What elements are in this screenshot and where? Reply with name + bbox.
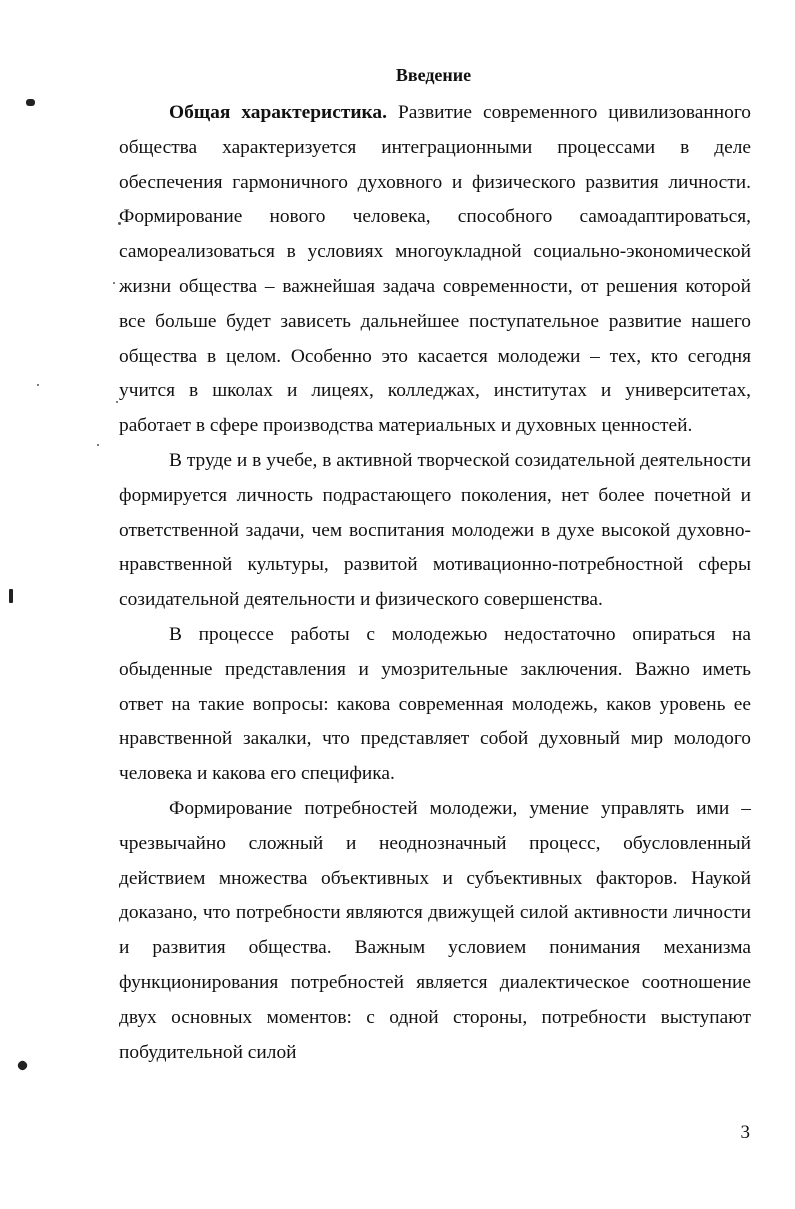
scan-speck bbox=[97, 444, 99, 446]
paragraph-lead: Общая характеристика. bbox=[169, 102, 387, 123]
paragraph-text: Развитие современного цивилизованного общества характеризуется интеграционными процессами в деле обеспечения гармоничного духовного и физического развития личности. Формирование нового человека, способного самоадаптироваться, самореализоваться в условиях многоукладной социально-экономической жизни общества – важнейшая задача современности, от решения которой все больше будет зависеть дальнейшее поступательное развитие нашего общества в целом. Особенно это касается молодежи – тех, кто сегодня учится в школах и лицеях, колледжах, институтах и университетах, работает в сфере производства материальных и духовных ценностей. bbox=[119, 102, 751, 437]
scan-speck bbox=[113, 282, 115, 284]
scan-speck bbox=[116, 401, 118, 403]
body-text bbox=[119, 96, 751, 1070]
scan-speck bbox=[37, 384, 39, 386]
page-number: 3 bbox=[740, 1122, 750, 1143]
paragraph-1 bbox=[119, 96, 751, 444]
paragraph-2: В труде и в учебе, в активной творческой созидательной деятельности формируется личность подрастающего поколения, нет более почетной и ответственной задачи, чем воспитания молодежи в духе высокой духовно-нравственной культуры, развитой мотивационно-потребностной сферы созидательной деятельности и физического совершенства. bbox=[119, 449, 751, 611]
paragraph-4: Формирование потребностей молодежи, умение управлять ими – чрезвычайно сложный и неоднозначный процесс, обусловленный действием множества объективных и субъективных факторов. Наукой доказано, что потребности являются движущей силой активности личности и развития общества. Важным условием понимания механизма функционирования потребностей является диалектическое соотношение двух основных моментов: с одной стороны, потребности выступают побудительной силой bbox=[119, 797, 751, 1063]
scan-mark-top bbox=[26, 99, 35, 106]
scan-mark-bottom bbox=[16, 1059, 29, 1072]
paragraph-3: В процессе работы с молодежью недостаточно опираться на обыденные представления и умозрительные заключения. Важно иметь ответ на такие вопросы: какова современная молодежь, каков уровень ее нравственной закалки, что представляет собой духовный мир молодого человека и какова его специфика. bbox=[119, 623, 751, 785]
scan-mark-middle bbox=[9, 589, 13, 603]
page-heading: Введение bbox=[395, 65, 472, 85]
